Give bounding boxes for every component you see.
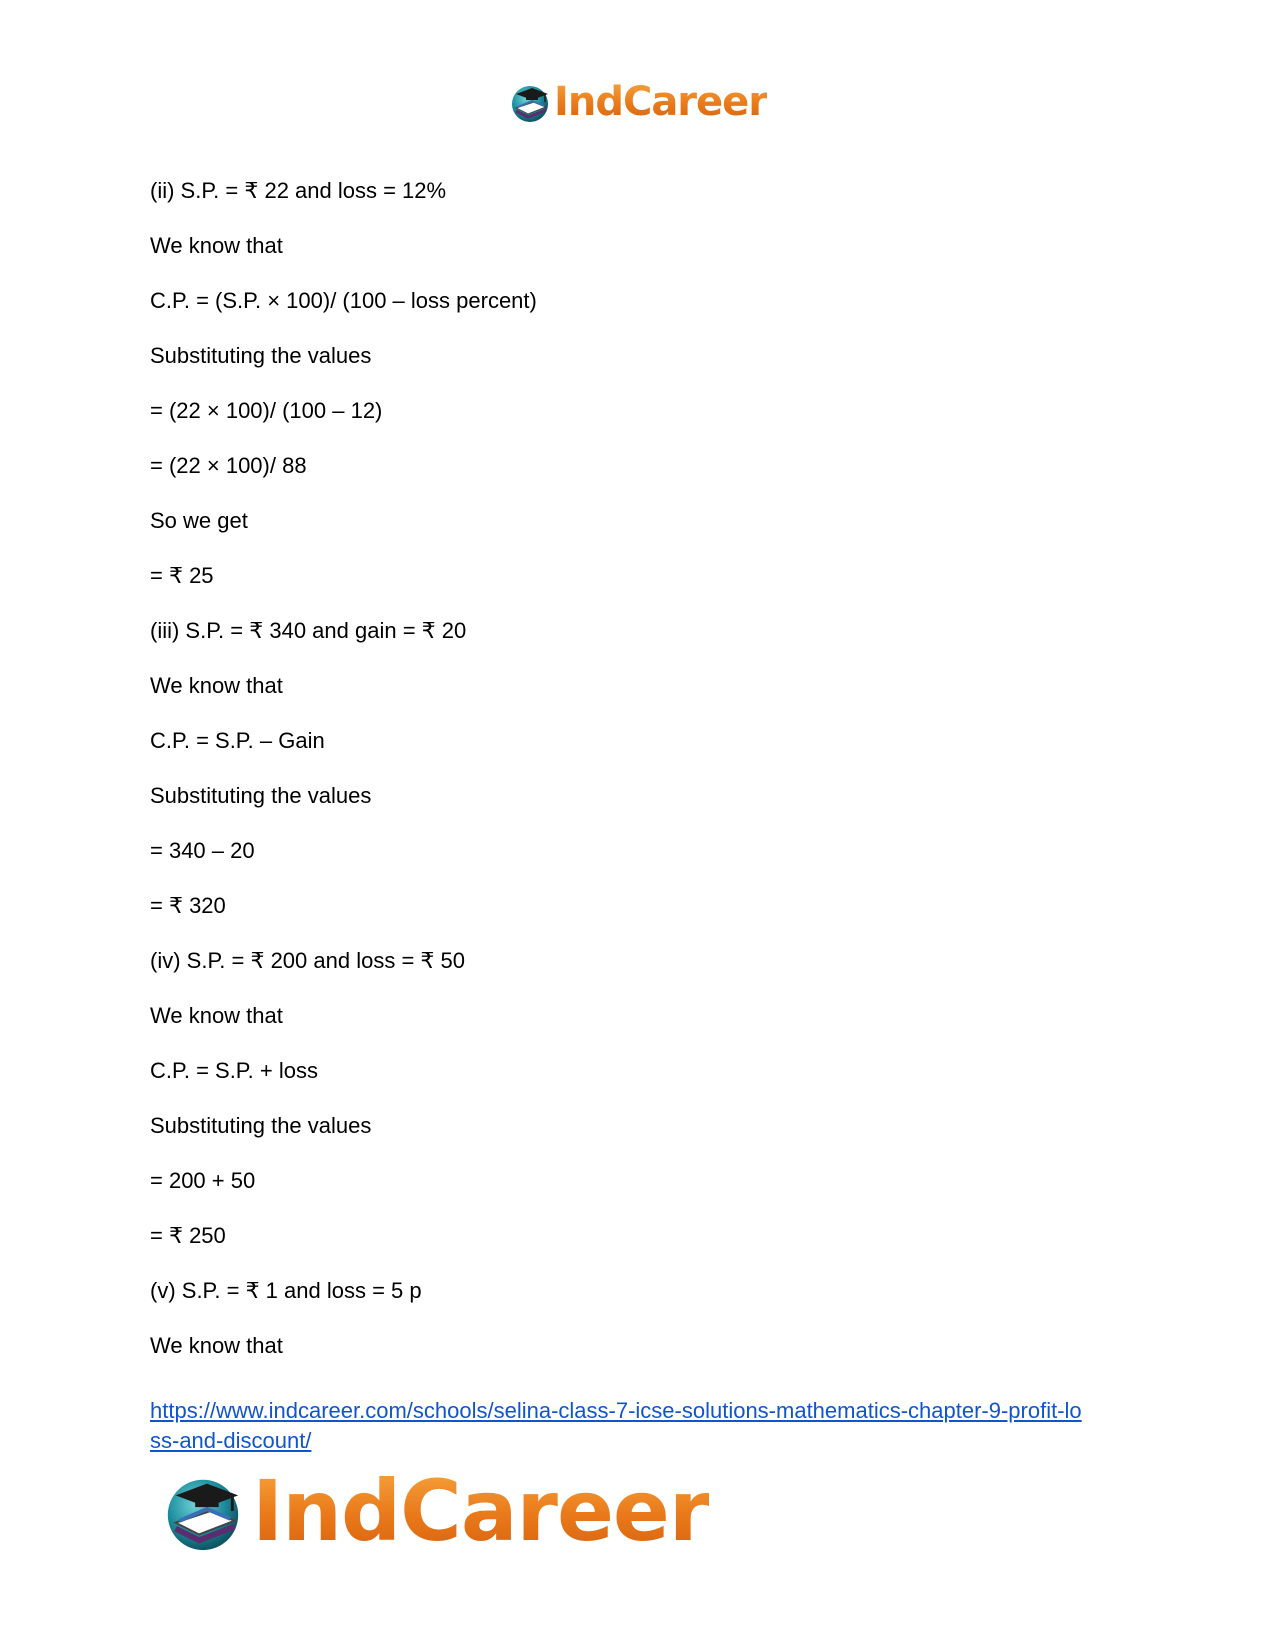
text-line: = 200 + 50 [150, 1168, 256, 1193]
logo-wordmark: IndCareer [252, 1462, 710, 1560]
text-line: (ii) S.P. = ₹ 22 and loss = 12% [150, 178, 447, 203]
text-line: C.P. = (S.P. × 100)/ (100 – loss percent) [150, 288, 537, 313]
logo-wordmark: IndCareer [553, 79, 768, 125]
text-line: We know that [150, 673, 283, 698]
source-link-line[interactable]: https://www.indcareer.com/schools/selina-class-7-icse-solutions-mathematics-chapter-9-profit-lo [150, 1398, 1082, 1423]
text-line: We know that [150, 1333, 283, 1358]
text-line: C.P. = S.P. – Gain [150, 728, 325, 753]
source-link[interactable] [150, 1396, 1140, 1456]
text-line: We know that [150, 1003, 283, 1028]
text-line: = (22 × 100)/ (100 – 12) [150, 398, 383, 423]
text-line: = 340 – 20 [150, 838, 255, 863]
text-line: We know that [150, 233, 283, 258]
footer-logo [160, 1462, 710, 1560]
text-line: C.P. = S.P. + loss [150, 1058, 318, 1083]
indcareer-logo [508, 80, 767, 124]
solution-body [150, 177, 1130, 1387]
text-line: = ₹ 250 [150, 1223, 226, 1248]
text-line: (iii) S.P. = ₹ 340 and gain = ₹ 20 [150, 618, 467, 643]
text-line: So we get [150, 508, 248, 533]
text-line: = ₹ 320 [150, 893, 226, 918]
indcareer-logo [160, 1462, 710, 1560]
text-line: = ₹ 25 [150, 563, 214, 588]
text-line: (v) S.P. = ₹ 1 and loss = 5 p [150, 1278, 422, 1303]
text-line: Substituting the values [150, 343, 372, 368]
book-graduation-cap-icon [508, 80, 552, 124]
text-line: (iv) S.P. = ₹ 200 and loss = ₹ 50 [150, 948, 465, 973]
text-line: Substituting the values [150, 1113, 372, 1138]
text-line: Substituting the values [150, 783, 372, 808]
header-logo [0, 80, 1275, 124]
text-line: = (22 × 100)/ 88 [150, 453, 307, 478]
book-graduation-cap-icon [160, 1468, 246, 1554]
source-link-line[interactable]: ss-and-discount/ [150, 1428, 312, 1453]
